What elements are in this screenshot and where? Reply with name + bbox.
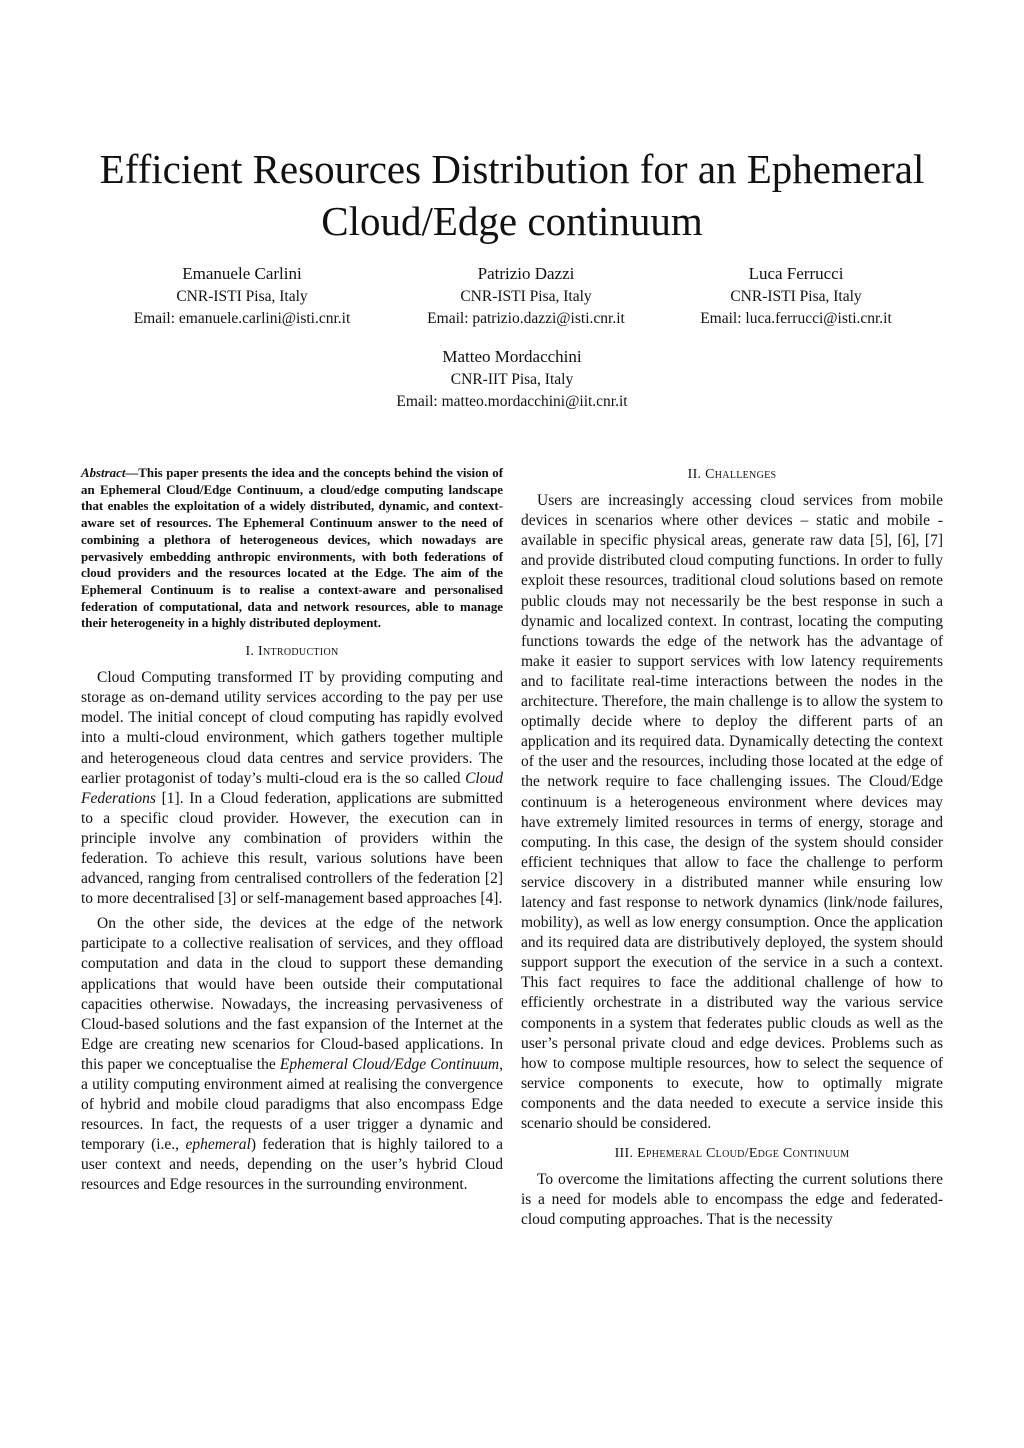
author-email: Email: luca.ferrucci@isti.cnr.it [700,310,892,327]
section-heading-continuum: III. Ephemeral Cloud/Edge Continuum [614,1146,850,1162]
author-affiliation: CNR-IIT Pisa, Italy [450,371,574,388]
author-affiliation: CNR-ISTI Pisa, Italy [730,288,862,305]
paper-title: Efficient Resources Distribution for an Ephemeral Cloud/Edge continuum [99,146,925,244]
author-block [362,345,662,413]
section-heading-challenges: II. Challenges [687,467,777,482]
author-block [386,262,666,330]
author-email: Email: patrizio.dazzi@isti.cnr.it [427,310,625,327]
abstract [81,465,503,632]
author-email: Email: matteo.mordacchini@iit.cnr.it [396,393,628,410]
right-column [521,465,943,1235]
author-name: Matteo Mordacchini [442,347,582,366]
author-name: Patrizio Dazzi [477,264,575,283]
abstract-label: Abstract [81,466,126,480]
author-email: Email: emanuele.carlini@isti.cnr.it [133,310,351,327]
challenges-paragraph-1: Users are increasingly accessing cloud services from mobile devices in scenarios where other devices – static and mobile - available in specific physical areas, generate raw data [5], [6], [7] and provide distributed cloud computing functions. In order to fully exploit these resources, traditional cloud solutions based on remote public clouds may not necessarily be the best response in such a dynamic and localized context. In contrast, locating the computing functions towards the edge of the network has the advantage of make it easier to support services with low latency requirements and to facilitate real-time interactions between the nodes in the architecture. Therefore, the main challenge is to allow the system to optimally decide where to deploy the different parts of an application and its required data. Dynamically detecting the context of the user and the resources, including those located at the edge of the network require to face challenging issues. The Cloud/Edge continuum is a heterogeneous environment where devices may have extremely limited resources in terms of energy, storage and computing. In this case, the design of the system should consider efficient techniques that allow to face the challenge to perform service discovery in a distributed manner while ensuring low latency and fast response to network dynamics (link/node failures, mobility), as well as low energy consumption. Once the application and its required data are distributively deployed, the system should support support the execution of the service in a such a context. This fact requires to face the additional challenge of how to efficiently orchestrate in a distributed way the various service components in a system that federates public clouds as well as the user’s personal private cloud and edge devices. Problems such as how to compose multiple resources, how to select the sequence of service components to execute, how to optimally migrate components and the data needed to execute a service inside this scenario should be considered. [521,492,943,1132]
section-heading-introduction: I. Introduction [245,644,339,660]
author-affiliation: CNR-ISTI Pisa, Italy [460,288,592,305]
author-block [656,262,936,330]
continuum-paragraph-1: To overcome the limitations affecting the current solutions there is a need for models able to encompass the edge and federated-cloud computing approaches. That is the necessity [521,1171,943,1229]
author-affiliation: CNR-ISTI Pisa, Italy [176,288,308,305]
intro-paragraph-1: Cloud Computing transformed IT by providing computing and storage as on-demand utility services according to the pay per use model. The initial concept of cloud computing has rapidly evolved into a multi-cloud environment, which gathers together multiple and heterogeneous cloud data centres and service providers. The earlier protagonist of today’s multi-cloud era is the so called Cloud Federations [1]. In a Cloud federation, applications are submitted to a specific cloud provider. However, the execution can in principle involve any combination of providers within the federation. To achieve this result, various solutions have been advanced, ranging from centralised controllers of the federation [2] to more decentralised [3] or self-management based approaches [4]. [81,669,503,908]
author-block [102,262,382,330]
author-name: Emanuele Carlini [182,264,302,283]
intro-paragraph-2: On the other side, the devices at the edge of the network participate to a collective realisation of services, and they offload computation and data in the cloud to support these demanding applications that would have been outside their computational capacities otherwise. Nowadays, the increasing pervasiveness of Cloud-based solutions and the fast expansion of the Internet at the Edge are creating new scenarios for Cloud-based applications. In this paper we conceptualise the Ephemeral Cloud/Edge Continuum, a utility computing environment aimed at realising the convergence of hybrid and mobile cloud paradigms that also encompass Edge resources. In fact, the requests of a user trigger a dynamic and temporary (i.e., ephemeral) federation that is highly tailored to a user context and needs, depending on the user’s hybrid Cloud resources and Edge resources in the surrounding environment. [81,915,503,1194]
author-name: Luca Ferrucci [748,264,844,283]
left-column [81,465,503,1201]
abstract-text: —This paper presents the idea and the concepts behind the vision of an Ephemeral Cloud/Edge Continuum, a cloud/edge computing landscape that enables the exploitation of a widely distributed, dynamic, and context-aware set of resources. The Ephemeral Continuum answer to the need of combining a plethora of heterogeneous devices, which nowadays are pervasively embedding anthropic environments, with both federations of cloud providers and the resources located at the Edge. The aim of the Ephemeral Continuum is to realise a context-aware and personalised federation of computational, data and network resources, able to manage their heterogeneity in a highly distributed deployment. [81,466,503,631]
